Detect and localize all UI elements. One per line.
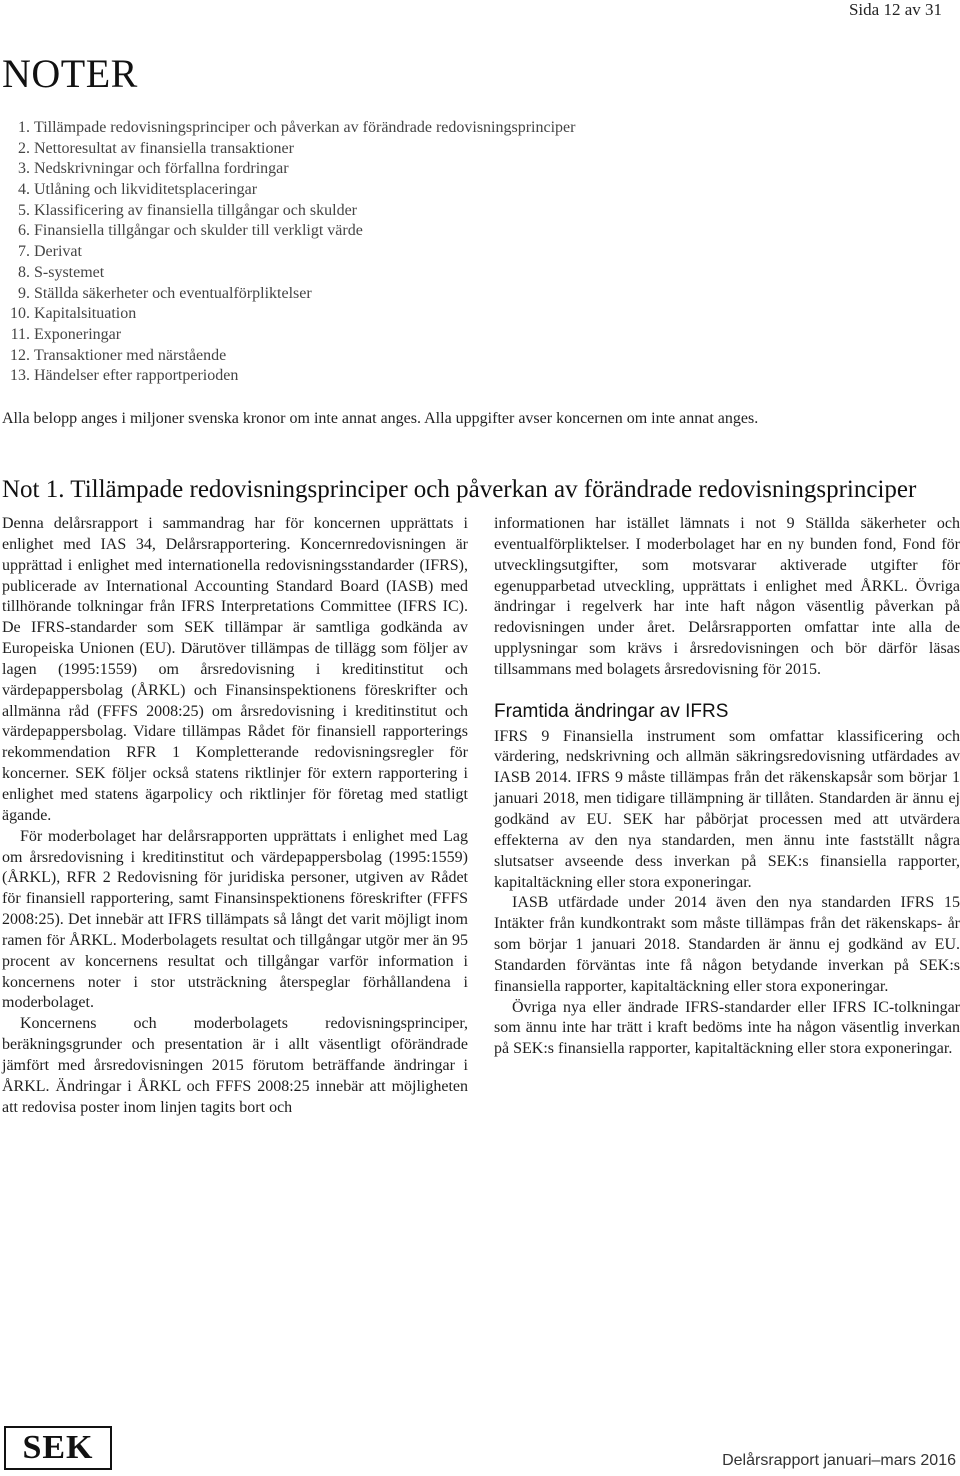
notes-index bbox=[0, 118, 700, 387]
note-1-right-column bbox=[494, 514, 960, 1060]
notes-index-item: 1. Tillämpade redovisningsprinciper och påverkan av förändrade redovisningsprinciper bbox=[18, 119, 576, 136]
notes-index-item: 2. Nettoresultat av finansiella transaktioner bbox=[18, 139, 294, 157]
notes-index-item: 12. Transaktioner med närstående bbox=[10, 346, 227, 364]
notes-index-item: 8. S-systemet bbox=[18, 263, 105, 281]
paragraph: Denna delårsrapport i sammandrag har för koncernen upprättats i enlighet med IAS 34, Delårsrapportering. Koncernredovisningen är upprättad i enlighet med internationella redovisningsstandarder (IFRS), publicerade av International Accounting Standard Board (IASB) med tillhörande tolkningar från IFRS Interpretations Committee (IFRS IC). De IFRS-standarder som SEK tillämpar är samtliga godkända av Europeiska Unionen (EU). Därutöver tillämpas de tillägg som följer av lagen (1995:1559) om årsredovisning i kreditinstitut och värdepappersbolag (ÅRKL) och Finansinspektionens föreskrifter och allmänna råd (FFFS 2008:25) om årsredovisning i kreditinstitut och värdepappersbolag. Vidare tillämpas Rådet för finansiell rapporterings rekommendation RFR 1 Kompletterande redovisningsregler för koncerner. SEK följer också statens riktlinjer för extern rapportering i enlighet med statens ägarpolicy och riktlinjer för företag med statligt ägande. bbox=[2, 515, 468, 824]
notes-index-item: 5. Klassificering av finansiella tillgångar och skulder bbox=[18, 201, 358, 219]
future-ifrs-heading: Framtida ändringar av IFRS bbox=[494, 700, 729, 722]
paragraph: För moderbolaget har delårsrapporten upprättats i enlighet med Lag om årsredovisning i kreditinstitut och värdepappersbolag (1995:1559) (ÅRKL), RFR 2 Redovisning för juridiska personer, utgiven av Rådet för finansiell rapportering, samt Finansinspektionens föreskrifter (FFFS 2008:25). Det innebär att IFRS tillämpats så långt det varit möjligt inom ramen för ÅRKL. Moderbolagets resultat och tillgångar utgör mer än 95 procent av koncernens resultat och tillgångar varför information i koncernens noter i stor utsträckning återspeglar förhållandena i moderbolaget. bbox=[2, 827, 468, 1012]
paragraph: Övriga nya eller ändrade IFRS-standarder eller IFRS IC-tolkningar som ännu inte har trätt i kraft bedöms inte ha någon väsentlig inverkan på SEK:s finansiella rapporter, kapitaltäckning eller stora exponeringar. bbox=[494, 998, 960, 1058]
notes-index-item: 3. Nedskrivningar och förfallna fordringar bbox=[18, 160, 289, 178]
report-title-footer: Delårsrapport januari–mars 2016 bbox=[722, 1452, 956, 1469]
paragraph: Koncernens och moderbolagets redovisningsprinciper, beräkningsgrunder och presentation är i allt väsentligt oförändrade jämfört med årsredovisningen 2015 förutom beträffande ändringar i ÅRKL. Ändringar i ÅRKL och FFFS 2008:25 innebär att möjligheten att redovisa poster inom linjen tagits bort och bbox=[2, 1015, 468, 1116]
notes-index-item: 6. Finansiella tillgångar och skulder till verkligt värde bbox=[18, 222, 363, 240]
notes-index-item: 4. Utlåning och likviditetsplaceringar bbox=[18, 181, 258, 199]
page-number: Sida 12 av 31 bbox=[848, 0, 942, 19]
notes-index-item: 7. Derivat bbox=[18, 243, 82, 261]
notes-index-item: 13. Händelser efter rapportperioden bbox=[10, 367, 239, 385]
paragraph: informationen har istället lämnats i not 9 Ställda säkerheter och eventualförpliktelser. I moderbolaget har en ny bunden fond, Fond för utvecklingsutgifter, som motsvarar aktiverade utgifter för egenupparbetad utveckling, upprättats i enlighet med ÅRKL. Övriga ändringar i regelverk har inte haft någon väsentlig påverkan på redovisningen under året. Delårsrapporten omfattar inte alla de upplysningar som krävs i årsredovisningen och bör därför läsas tillsammans med bolagets årsredovisning för 2015. bbox=[494, 515, 960, 678]
amounts-disclaimer: Alla belopp anges i miljoner svenska kronor om inte annat anges. Alla uppgifter avser koncernen om inte annat anges. bbox=[2, 410, 759, 427]
note-1-heading: Not 1. Tillämpade redovisningsprinciper och påverkan av förändrade redovisningsprinciper bbox=[2, 476, 917, 503]
notes-index-item: 11. Exponeringar bbox=[10, 325, 122, 343]
note-1-left-column bbox=[2, 514, 468, 1118]
sek-logo: SEK bbox=[4, 1426, 112, 1470]
paragraph: IFRS 9 Finansiella instrument som omfattar klassificering och värdering, nedskrivning och allmän säkringsredovisning utfärdades av IASB 2014. IFRS 9 måste tillämpas från det räkenskapsår som börjar 1 januari 2018, men tidigare tillämpning är tillåten. Standarden är ännu ej godkänd av EU. SEK har påbörjat processen med att utvärdera effekterna av den nya standarden, men ännu inte fastställt några slutsatser avseende dess inverkan på SEK:s finansiella rapporter, kapitaltäckning eller stora exponeringar. bbox=[494, 727, 960, 891]
notes-index-item: 9. Ställda säkerheter och eventualförpliktelser bbox=[18, 284, 312, 302]
page-title: NOTER bbox=[2, 51, 138, 96]
paragraph: IASB utfärdade under 2014 även den nya standarden IFRS 15 Intäkter från kundkontrakt som måste tillämpas från det räkenskaps- år som börjar 1 januari 2018. Standarden är ännu ej godkänd av EU. Standarden förväntas inte få någon betydande inverkan på SEK:s finansiella rapporter, kapitaltäckning eller stora exponeringar. bbox=[494, 894, 960, 995]
notes-index-item: 10. Kapitalsituation bbox=[10, 305, 137, 323]
